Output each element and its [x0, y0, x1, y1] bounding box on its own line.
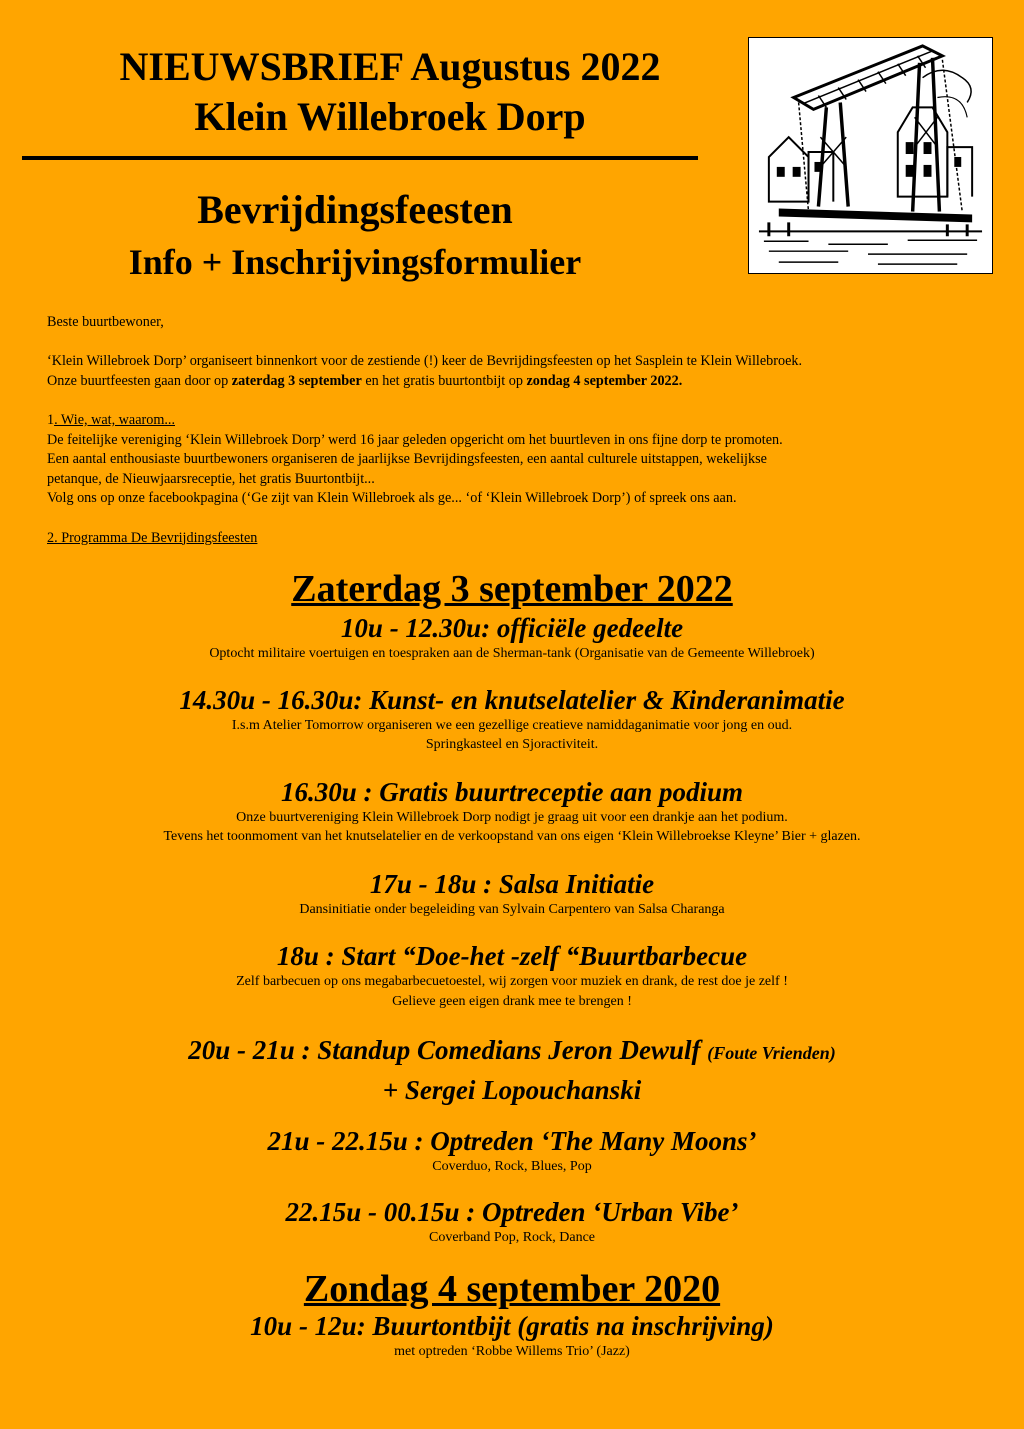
event-block — [20, 869, 1004, 920]
event-description: Coverband Pop, Rock, Dance — [428, 1229, 596, 1245]
event-description: Tevens het toonmoment van het knutselatelier en de verkoopstand van ons eigen ‘Klein Willebroekse Kleyne’ Bier + glazen. — [163, 829, 861, 844]
event-description: Coverduo, Rock, Blues, Pop — [432, 1159, 592, 1174]
saturday-title: Zaterdag 3 september 2022 — [291, 568, 733, 610]
event-description: I.s.m Atelier Tomorrow organiseren we een gezellige creatieve namiddaganimatie voor jong en oud. — [231, 717, 793, 733]
event-description: Optocht militaire voertuigen en toespraken aan de Sherman-tank (Organisatie van de Gemeente Willebroek) — [209, 646, 815, 661]
event-description: met optreden ‘Robbe Willems Trio’ (Jazz) — [394, 1344, 630, 1359]
section-1-line: petanque, de Nieuwjaarsreceptie, het gratis Buurtontbijt... — [47, 470, 375, 487]
event-title: 20u - 21u : Standup Comedians Jeron Dewulf (Foute Vrienden) — [188, 1035, 836, 1065]
event-subheading: Info + Inschrijvingsformulier — [128, 242, 582, 282]
event-block — [20, 941, 1004, 1011]
event-title: 18u : Start “Doe-het -zelf “Buurtbarbecue — [276, 941, 748, 971]
saturday-date: zaterdag 3 september — [231, 372, 362, 389]
section-1-line: Volg ons op onze facebookpagina (‘Ge zijt van Klein Willebroek als ge... ‘of ‘Klein Willebroek Dorp’) of spreek ons aan. — [47, 490, 737, 507]
newsletter-organisation: Klein Willebroek Dorp — [194, 94, 586, 139]
event-title: 10u - 12.30u: officiële gedeelte — [340, 613, 684, 643]
newsletter-title: NIEUWSBRIEF Augustus 2022 — [119, 44, 661, 89]
event-block — [20, 1126, 1004, 1177]
section-1-line: De feitelijke vereniging ‘Klein Willebroek Dorp’ werd 16 jaar geleden opgericht om het buurtleven in ons fijne dorp te promoten. — [47, 431, 783, 448]
event-title: 10u - 12u: Buurtontbijt (gratis na inschrijving) — [250, 1311, 774, 1341]
event-heading: Bevrijdingsfeesten — [197, 187, 513, 232]
newsletter-header — [20, 42, 760, 142]
greeting: Beste buurtbewoner, — [47, 314, 164, 330]
event-block — [20, 1311, 1004, 1362]
event-description: Onze buurtvereniging Klein Willebroek Dorp nodigt je graag uit voor een drankje aan het podium. — [236, 809, 788, 825]
comedy-note: (Foute Vrienden) — [707, 1043, 836, 1063]
event-title: 17u - 18u : Salsa Initiatie — [369, 868, 655, 899]
event-title: 16.30u : Gratis buurtreceptie aan podium — [280, 776, 744, 807]
drawbridge-illustration — [748, 37, 993, 274]
event-block — [20, 777, 1004, 847]
sunday-date: zondag 4 september 2022. — [526, 372, 683, 389]
intro-paragraph-line: ‘Klein Willebroek Dorp’ organiseert binnenkort voor de zestiende (!) keer de Bevrijdingsfeesten op het Sasplein te Klein Willebroek. — [47, 353, 803, 370]
event-title: 14.30u - 16.30u: Kunst- en knutselatelier & Kinderanimatie — [179, 684, 845, 715]
event-description: Springkasteel en Sjoractiviteit. — [425, 737, 599, 752]
event-title: 21u - 22.15u : Optreden ‘The Many Moons’ — [267, 1126, 757, 1156]
section-2-heading: 2. Programma De Bevrijdingsfeesten — [47, 529, 258, 546]
event-block — [20, 1035, 1004, 1106]
sunday-title: Zondag 4 september 2020 — [303, 1268, 721, 1310]
intro-text — [47, 313, 987, 548]
section-1-line: Een aantal enthousiaste buurtbewoners organiseren de jaarlijkse Bevrijdingsfeesten, een aantal culturele uitstappen, wekelijkse — [47, 451, 767, 468]
header-divider — [22, 156, 698, 160]
event-description: Gelieve geen eigen drank mee te brengen ! — [392, 993, 632, 1009]
event-block — [20, 613, 1004, 664]
event-title: 22.15u - 00.15u : Optreden ‘Urban Vibe’ — [285, 1196, 739, 1227]
event-description: Dansinitiatie onder begeleiding van Sylvain Carpentero van Salsa Charanga — [299, 901, 725, 917]
event-title-continued: + Sergei Lopouchanski — [382, 1075, 642, 1105]
program — [20, 567, 1004, 1362]
section-1-heading: 1. Wie, wat, waarom... — [47, 411, 175, 428]
event-block — [20, 1197, 1004, 1248]
event-description: Zelf barbecuen op ons megabarbecuetoestel, wij zorgen voor muziek en drank, de rest doe je zelf ! — [236, 974, 788, 989]
intro-dates-line: Onze buurtfeesten gaan door op zaterdag 3 september en het gratis buurtontbijt op zondag 4 september 2022. — [47, 372, 683, 389]
event-block — [20, 685, 1004, 755]
